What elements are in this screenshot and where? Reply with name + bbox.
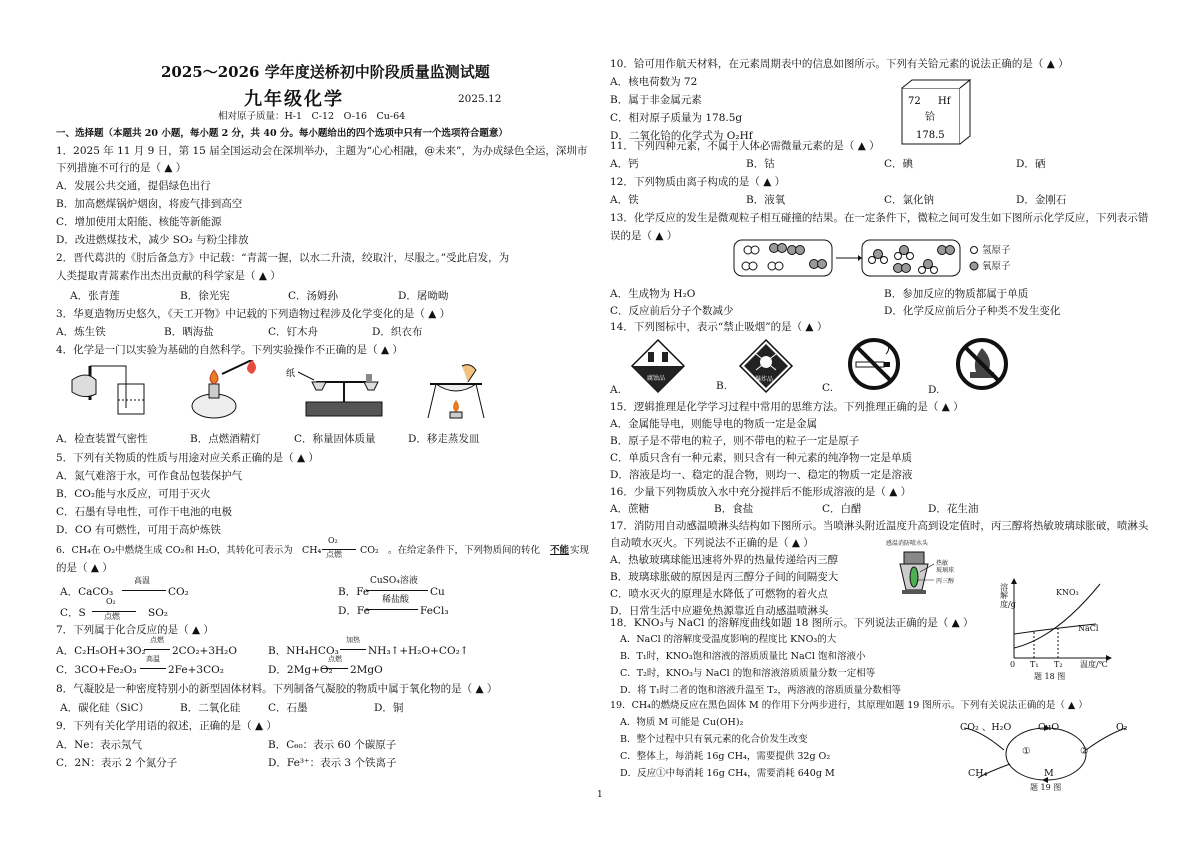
sprinkler-figure xyxy=(890,550,960,600)
q17-option-c: C．喷水灭火的原理是水降低了可燃物的着火点 xyxy=(610,588,829,600)
q4-option-a: A．检查装置气密性 xyxy=(56,433,148,445)
q4-option-b: B．点燃酒精灯 xyxy=(190,433,261,445)
q17-stem: 17．消防用自动感温喷淋头结构如下图所示。当喷淋头附近温度升高到设定值时，丙三醇将热敏玻璃球胀破，喷淋头 xyxy=(610,520,1149,532)
q1-option-d: D．改进燃煤技术，减少 SO₂ 与粉尘排放 xyxy=(56,234,249,246)
paper-label: 纸 xyxy=(286,369,296,379)
q19-ch4: CH₄ xyxy=(968,768,988,779)
q1-option-c: C．增加使用太阳能、核能等新能源 xyxy=(56,216,222,228)
q19-m: M xyxy=(1044,768,1054,779)
q18-stem: 18．KNO₃与 NaCl 的溶解度曲线如题 18 图所示。下列说法正确的是（ ▲ ） xyxy=(610,617,974,629)
q9-option-b: B．C₆₀：表示 60 个碳原子 xyxy=(268,739,397,751)
q6-d-cond: 稀盐酸 xyxy=(382,595,410,605)
q8-option-a: A．碳化硅（SiC） xyxy=(60,702,150,714)
q11-option-d: D．硒 xyxy=(1016,158,1046,170)
q6-option-b: B．Fe xyxy=(338,586,370,598)
q5-option-c: C．石墨有导电性，可作干电池的电极 xyxy=(56,506,233,518)
q7-d-eq xyxy=(322,668,348,669)
sprinkler-label-2: 玻璃球 xyxy=(936,567,955,574)
section-heading: 一、选择题（本题共 20 小题，每小题 2 分，共 40 分。每小题给出的四个选项中只有一个选项符合题意） xyxy=(56,128,508,139)
q1-stem: 1．2025 年 11 月 9 日，第 15 届全国运动会在深圳举办，主题为“心心相融，@未来”，为办成绿色全运，深圳市 xyxy=(56,145,588,157)
q14-stem: 14．下列图标中，表示“禁止吸烟”的是（ ▲ ） xyxy=(610,321,828,333)
q6-c-prod: SO₂ xyxy=(148,607,169,619)
hf-mass: 178.5 xyxy=(916,130,945,141)
q11-stem: 11．下列四种元素，不属于人体必需微量元素的是（ ▲ ） xyxy=(610,140,880,152)
alcohol-lamp-figure xyxy=(192,360,256,418)
hf-element-card xyxy=(900,78,974,146)
q19-stem: 19．CH₄的燃烧反应在黑色固体 M 的作用下分两步进行，其原理如题 19 图所示。下列有关说法正确的是（ ▲ ） xyxy=(610,700,1088,711)
q17-option-d: D．日常生活中应避免热源靠近自动感温喷淋头 xyxy=(610,605,829,617)
page-number: 1 xyxy=(597,790,603,800)
q3-option-c: C．钉木舟 xyxy=(268,326,319,338)
q18-option-d: D．将 T₁时二者的饱和溶液升温至 T₂，两溶液的溶质质量分数相等 xyxy=(620,685,901,696)
sprinkler-label-3: 丙三醇 xyxy=(936,578,955,585)
q12-option-b: B．液氧 xyxy=(746,194,786,206)
q7-stem: 7．下列属于化合反应的是（ ▲ ） xyxy=(56,624,214,636)
exam-date: 2025.12 xyxy=(458,93,502,105)
q3-option-b: B．晒海盐 xyxy=(164,326,214,338)
fig18-caption: 题 18 图 xyxy=(1034,672,1066,681)
nacl-label: NaCl xyxy=(1078,624,1099,633)
q6-option-a: A．CaCO₃ xyxy=(60,586,114,598)
q9-stem: 9．下列有关化学用语的叙述，正确的是（ ▲ ） xyxy=(56,720,277,732)
q1-stem-2: 下列措施不可行的是（ ▲ ） xyxy=(56,162,187,174)
hf-atomic-number: 72 xyxy=(908,96,921,107)
q7-d-cond: 点燃 xyxy=(328,655,342,663)
q7-b-cond: 加热 xyxy=(346,636,360,644)
q2-option-a: A．张青莲 xyxy=(70,290,120,302)
q9-option-a: A．Ne：表示氖气 xyxy=(56,739,142,751)
hf-symbol: Hf xyxy=(938,96,951,107)
q19-cuo: CuO xyxy=(1038,722,1060,733)
q18-option-a: A．NaCl 的溶解度受温度影响的程度比 KNO₃的大 xyxy=(620,634,837,645)
q5-option-b: B．CO₂能与水反应，可用于灭火 xyxy=(56,488,211,500)
q19-r1: ① xyxy=(1022,746,1031,757)
q3-option-a: A．炼生铁 xyxy=(56,326,106,338)
q8-option-d: D．铜 xyxy=(374,702,404,714)
q13-option-c: C．反应前后分子个数减少 xyxy=(610,305,734,317)
exam-title: 2025～2026 学年度送桥初中阶段质量监测试题 xyxy=(161,63,490,81)
atomic-mass-line: 相对原子质量：H-1 C-12 O-16 Cu-64 xyxy=(218,111,406,122)
q19-products: CO₂ 、H₂O xyxy=(960,722,1012,733)
q6-ch4: CH₄ xyxy=(302,545,322,556)
q6-b-prod: Cu xyxy=(430,586,445,598)
q6-option-d: D．Fe xyxy=(338,605,370,617)
q8-option-b: B．二氧化硅 xyxy=(180,702,241,714)
q13-option-d: D．化学反应前后分子种类不发生变化 xyxy=(884,305,1061,317)
q6-not: 不能 xyxy=(550,545,570,556)
q19-o2: O₂ xyxy=(1116,722,1128,733)
q19-option-a: A．物质 M 可能是 Cu(OH)₂ xyxy=(620,717,744,728)
q7-b-eq xyxy=(340,649,366,650)
q6-a-arrow xyxy=(122,590,166,591)
q12-option-d: D．金刚石 xyxy=(1016,194,1067,206)
exam-subject: 九年级化学 xyxy=(244,89,344,110)
q14-option-b: B. xyxy=(716,380,728,392)
sprinkler-title: 感温消防喷水头 xyxy=(886,540,929,547)
q15-option-b: B．原子是不带电的粒子，则不带电的粒子一定是原子 xyxy=(610,435,860,447)
q19-option-d: D．反应①中每消耗 16g CH₄，需要消耗 640g M xyxy=(620,768,835,779)
corrosive-icon xyxy=(632,340,684,392)
q3-option-d: D．织衣布 xyxy=(372,326,423,338)
corrosive-caption: 腐蚀品 xyxy=(647,375,666,382)
q6-b-cond: CuSO₄溶液 xyxy=(370,576,418,586)
q10-option-a: A．核电荷数为 72 xyxy=(610,76,698,88)
q7-option-c: C．3CO+Fe₂O₃ xyxy=(56,664,137,676)
q6-a-cond: 高温 xyxy=(134,576,150,585)
q2-stem: 2．晋代葛洪的《肘后备急方》中记载：“青蒿一握，以水二升渍，绞取汁，尽服之。”受此启发，为 xyxy=(56,252,510,264)
no-smoking-icon xyxy=(850,340,898,388)
q15-stem: 15．逻辑推理是化学学习过程中常用的思维方法。下列推理正确的是（ ▲ ） xyxy=(610,401,964,413)
q12-option-c: C．氯化钠 xyxy=(884,194,935,206)
q16-option-a: A．蔗糖 xyxy=(610,503,650,515)
q13-stem: 13．化学反应的发生是微观粒子相互碰撞的结果。在一定条件下，微粒之间可发生如下图所示化学反应，下列表示错 xyxy=(610,212,1149,224)
q12-option-a: A．铁 xyxy=(610,194,639,206)
q3-stem: 3．华夏造物历史悠久，《天工开物》中记载的下列造物过程涉及化学变化的是（ ▲ ） xyxy=(56,308,451,320)
q10-stem: 10．铪可用作航天材料，在元素周期表中的信息如图所示。下列有关铪元素的说法正确的是（ ▲ ） xyxy=(610,58,1069,70)
explosive-icon xyxy=(740,340,792,392)
q2-stem-2: 人类提取青蒿素作出杰出贡献的科学家是（ ▲ ） xyxy=(56,270,281,282)
no-fire-icon xyxy=(958,340,1006,388)
q6-o2-cond: O₂ xyxy=(328,536,338,545)
explosive-caption: 爆炸品 xyxy=(755,376,774,383)
q19-r2: ② xyxy=(1080,746,1089,757)
q16-stem: 16．少量下列物质放入水中充分搅拌后不能形成溶液的是（ ▲ ） xyxy=(610,486,912,498)
q1-option-b: B．加高燃煤锅炉烟囱，将废气排到高空 xyxy=(56,198,243,210)
q10-option-d: D．二氧化铪的化学式为 O₂Hf xyxy=(610,130,753,142)
q2-option-b: B．徐光宪 xyxy=(180,290,230,302)
q9-option-c: C．2N：表示 2 个氮分子 xyxy=(56,757,178,769)
q16-option-d: D．花生油 xyxy=(928,503,979,515)
q11-option-c: C．碘 xyxy=(884,158,914,170)
q6-d-arrow xyxy=(366,609,418,610)
hf-name: 铪 xyxy=(925,112,935,123)
q13-option-b: B．参加反应的物质都属于单质 xyxy=(884,288,1029,300)
q6-d-prod: FeCl₃ xyxy=(420,605,449,617)
q6-option-c: C．S xyxy=(60,607,86,619)
q4-option-d: D．移走蒸发皿 xyxy=(408,433,480,445)
evaporating-dish-figure xyxy=(428,365,484,418)
q7-option-b: B．NH₄HCO₃ xyxy=(268,645,339,657)
q2-option-c: C．汤姆孙 xyxy=(288,290,339,302)
q7-c-eq xyxy=(140,668,166,669)
q16-option-b: B．食盐 xyxy=(714,503,754,515)
q18-option-b: B．T₁时，KNO₃饱和溶液的溶质质量比 NaCl 饱和溶液小 xyxy=(620,651,866,662)
q19-option-b: B．整个过程中只有氧元素的化合价发生改变 xyxy=(620,734,808,745)
q6-c-cond-top: O₂ xyxy=(106,597,116,606)
q10-option-b: B．属于非金属元素 xyxy=(610,94,702,106)
q19-option-c: C．整体上，每消耗 16g CH₄，需要提供 32g O₂ xyxy=(620,751,831,762)
q2-option-d: D．屠呦呦 xyxy=(398,290,449,302)
q8-stem: 8．气凝胶是一种密度特别小的新型固体材料。下列制备气凝胶的物质中属于氧化物的是（ ▲ ） xyxy=(56,683,498,695)
kno3-label: KNO₃ xyxy=(1056,588,1079,597)
q15-option-a: A．金属能导电，则能导电的物质一定是金属 xyxy=(610,418,818,430)
q5-option-a: A．氮气难溶于水，可作食品包装保护气 xyxy=(56,470,243,482)
q7-a-eq xyxy=(144,649,170,650)
axis-origin: 0 xyxy=(1010,660,1016,669)
q13-stem-2: 误的是（ ▲ ） xyxy=(610,230,678,242)
q6-b-arrow xyxy=(366,590,428,591)
q7-c-cond: 高温 xyxy=(146,655,160,663)
q16-option-c: C．白醋 xyxy=(822,503,862,515)
q15-option-d: D．溶液是均一、稳定的混合物，则均一、稳定的物质一定是溶液 xyxy=(610,469,913,481)
q8-option-c: C．石墨 xyxy=(268,702,308,714)
q10-option-c: C．相对原子质量为 178.5g xyxy=(610,112,743,124)
q6-stem-2: 的是（ ▲ ） xyxy=(56,562,113,574)
q9-option-d: D．Fe³⁺：表示 3 个铁离子 xyxy=(268,757,397,769)
q6-dianran-cond: 点燃 xyxy=(326,550,342,559)
q18-option-c: C．T₂时，KNO₃与 NaCl 的饱和溶液溶质质量分数一定相等 xyxy=(620,668,876,679)
chart-ylabel: 溶解度/g xyxy=(1000,583,1016,609)
legend-oxygen: 氧原子 xyxy=(982,261,1011,272)
sprinkler-label-1: 热敏 xyxy=(936,560,949,567)
q12-stem: 12．下列物质由离子构成的是（ ▲ ） xyxy=(610,176,786,188)
t2-label: T₂ xyxy=(1054,660,1063,669)
q15-option-c: C．单质只含有一种元素，则只含有一种元素的纯净物一定是单质 xyxy=(610,452,913,464)
q7-d-prod: 2MgO xyxy=(350,664,383,676)
q4-option-c: C．称量固体质量 xyxy=(294,433,376,445)
q7-a-cond: 点燃 xyxy=(150,636,164,644)
q5-stem: 5．下列有关物质的性质与用途对应关系正确的是（ ▲ ） xyxy=(56,452,319,464)
q5-option-d: D．CO 有可燃性，可用于高炉炼铁 xyxy=(56,524,221,536)
q6-stem: 6．CH₄在 O₂中燃烧生成 CO₂和 H₂O，其转化可表示为 xyxy=(56,545,293,556)
q4-stem: 4．化学是一门以实验为基础的自然科学。下列实验操作不正确的是（ ▲ ） xyxy=(56,344,403,356)
fig19-caption: 题 19 图 xyxy=(1030,783,1062,792)
q14-option-d: D. xyxy=(928,384,940,396)
q11-option-b: B．钴 xyxy=(746,158,775,170)
q17-option-a: A．热敏玻璃球能迅速将外界的热量传递给丙三醇 xyxy=(610,554,839,566)
chart-xlabel: 温度/℃ xyxy=(1080,660,1108,669)
q6-realize: 实现 xyxy=(570,545,590,556)
q17-option-b: B．玻璃球胀破的原因是丙三醇分子间的间隔变大 xyxy=(610,571,839,583)
q6-c-cond-bot: 点燃 xyxy=(104,612,120,621)
q14-option-c: C. xyxy=(822,382,833,394)
q11-option-a: A．钙 xyxy=(610,158,639,170)
airtight-check-figure xyxy=(72,366,144,414)
q7-b-prod: NH₃↑+H₂O+CO₂↑ xyxy=(368,645,469,657)
q7-option-d: D．2Mg+O₂ xyxy=(268,664,333,676)
balance-figure xyxy=(298,372,382,416)
q14-option-a: A. xyxy=(610,384,621,396)
q7-option-a: A．C₂H₅OH+3O₂ xyxy=(56,645,146,657)
q1-option-a: A．发展公共交通，提倡绿色出行 xyxy=(56,180,211,192)
q6-stem-b: 。在给定条件下，下列物质间的转化 xyxy=(388,545,541,556)
q13-option-a: A．生成物为 H₂O xyxy=(610,288,696,300)
q6-co2: CO₂ xyxy=(360,545,379,556)
q13-reaction-figure xyxy=(732,236,1032,282)
t1-label: T₁ xyxy=(1030,660,1039,669)
q7-c-prod: 2Fe+3CO₂ xyxy=(168,664,224,676)
q7-a-prod: 2CO₂+3H₂O xyxy=(172,645,237,657)
q4-figures xyxy=(66,360,536,422)
q14-icons xyxy=(610,338,1150,398)
q17-stem-2: 自动喷水灭火。下列说法不正确的是（ ▲ ） xyxy=(610,537,814,549)
legend-hydrogen: 氢原子 xyxy=(982,245,1011,256)
q6-a-prod: CO₂ xyxy=(168,586,189,598)
